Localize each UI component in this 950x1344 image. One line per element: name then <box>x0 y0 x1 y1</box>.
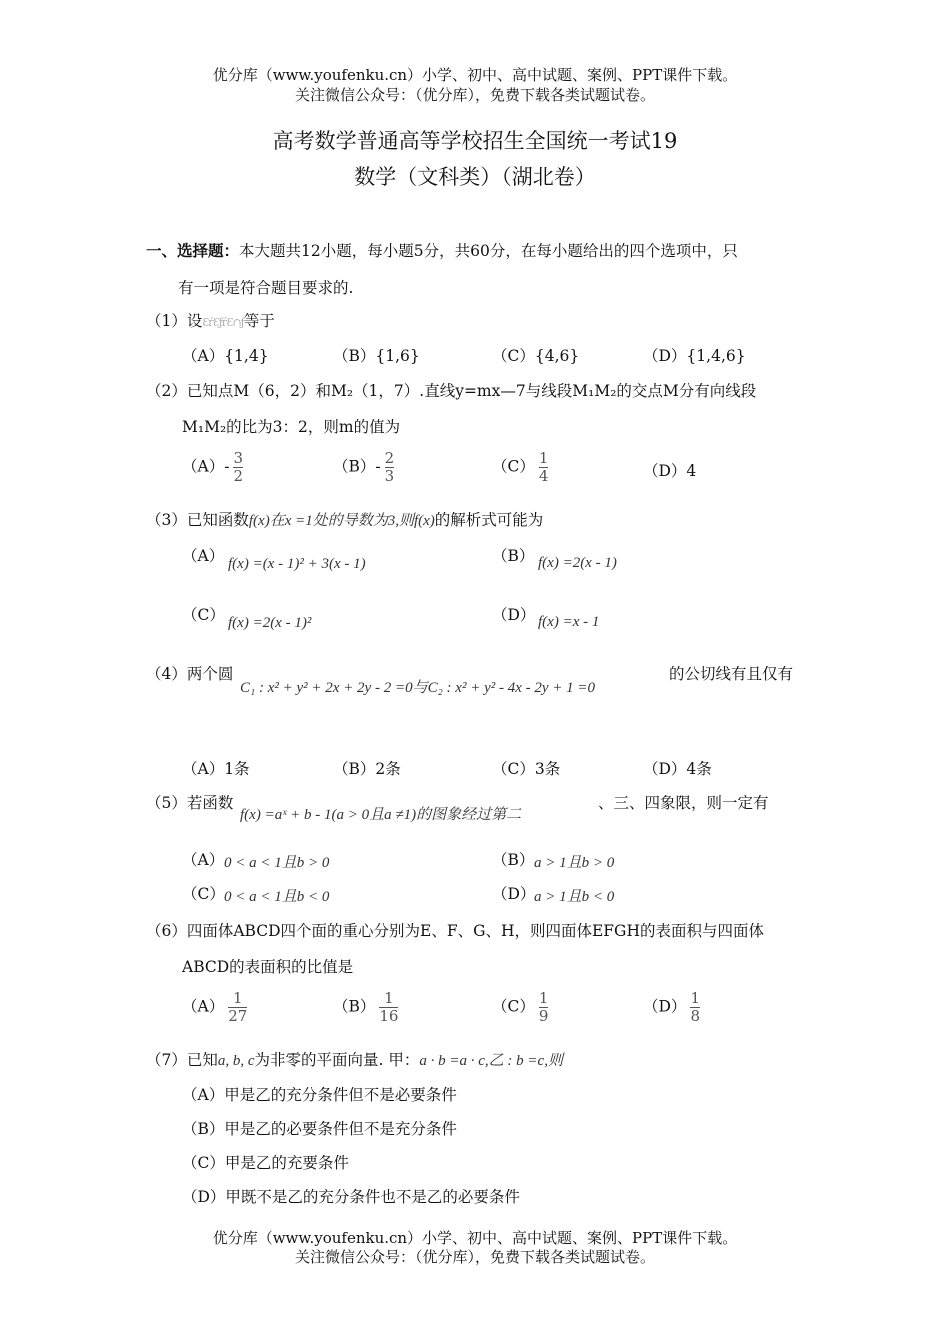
q1-option-d: （D）{1,4,6} <box>643 347 746 365</box>
q3-stem-formula: f(x)在x =1处的导数为3,则f(x) <box>248 513 435 529</box>
q2-stem-2: M₁M₂的比为3：2，则m的值为 <box>182 418 401 436</box>
q4-option-c: （C）3条 <box>492 760 561 778</box>
q6-option-b-num: 1 <box>379 990 398 1008</box>
q6-option-a <box>182 990 247 1025</box>
q5-option-a-formula: 0 < a < 1且b > 0 <box>224 855 330 871</box>
q6-option-a-den: 27 <box>228 1007 248 1025</box>
q5-stem-formula: f(x) =aˣ + b - 1(a > 0且a ≠1)的图象经过第二 <box>240 807 522 823</box>
q2-option-b-num: 2 <box>384 449 395 467</box>
q6-option-b-den: 16 <box>379 1007 399 1025</box>
q6-option-c <box>492 990 548 1025</box>
q7-option-a: （A）甲是乙的充分条件但不是必要条件 <box>182 1086 457 1104</box>
q6-option-a-fraction <box>228 990 247 1025</box>
q6-option-a-num: 1 <box>228 990 247 1008</box>
q3-option-c-formula: f(x) =2(x - 1)² <box>228 615 312 631</box>
q6-stem-2: ABCD的表面积的比值是 <box>182 958 354 976</box>
q6-option-d-label: （D） <box>643 997 687 1016</box>
q2-option-a-den: 2 <box>233 467 243 485</box>
q5-stem-end: 、三、四象限，则一定有 <box>598 794 769 812</box>
header-line-2: 关注微信公众号：（优分库），免费下载各类试题试卷。 <box>294 86 655 104</box>
footer-line-1: 优分库（www.youfenku.cn）小学、初中、高中试题、案例、PPT课件下载。 <box>212 1229 738 1247</box>
q5-option-a-label: （A） <box>182 851 225 869</box>
q3-stem-end: 的解析式可能为 <box>434 511 544 529</box>
q2-option-b <box>333 450 394 485</box>
q6-option-d <box>643 990 700 1025</box>
q6-option-c-num: 1 <box>538 989 549 1007</box>
q1-stem: （1）设 <box>146 312 203 330</box>
q2-option-a-label: （A） <box>182 457 225 476</box>
q4-stem-start: （4）两个圆 <box>146 665 234 683</box>
q6-option-d-den: 8 <box>690 1007 700 1025</box>
q2-option-a-fraction <box>233 450 243 485</box>
q7-stem-vectors: a, b, c <box>217 1053 255 1069</box>
q6-option-c-fraction <box>539 990 549 1025</box>
q6-option-d-num: 1 <box>690 989 700 1007</box>
q2-option-b-fraction <box>385 450 395 485</box>
q3-stem-start: （3）已知函数 <box>146 511 249 529</box>
q4-stem-end: 的公切线有且仅有 <box>669 665 794 683</box>
q2-option-c-num: 1 <box>538 449 549 467</box>
q4-option-b: （B）2条 <box>333 760 401 778</box>
q1-stem-end: 等于 <box>243 312 275 330</box>
q2-option-b-den: 3 <box>384 467 395 485</box>
q7-option-b: （B）甲是乙的必要条件但不是充分条件 <box>182 1120 457 1138</box>
q7-stem-mid: 为非零的平面向量. 甲： <box>254 1051 420 1069</box>
q1-garbled-formula: ƐѓƐƒѓƐ∩ƒ <box>202 316 244 329</box>
q4-option-a: （A）1条 <box>182 760 250 778</box>
q6-option-c-den: 9 <box>538 1007 549 1025</box>
q5-option-d-label: （D） <box>492 885 536 903</box>
q6-option-c-label: （C） <box>492 997 535 1016</box>
section-1-instructions <box>146 239 738 261</box>
q5-option-c-label: （C） <box>182 885 225 903</box>
q7-stem-start: （7）已知 <box>146 1051 218 1069</box>
q1-option-c: （C）{4,6} <box>492 347 580 365</box>
q2-stem: （2）已知点M（6，2）和M₂（1，7）.直线y=mx—7与线段M₁M₂的交点M分有向线段 <box>146 382 757 400</box>
q6-option-d-fraction <box>690 990 700 1025</box>
q2-option-b-sign: - <box>375 457 381 476</box>
q3-option-b-label: （B） <box>492 547 535 565</box>
section-1-text: 本大题共12小题，每小题5分，共60分，在每小题给出的四个选项中，只 <box>239 242 738 260</box>
q1-option-a: （A）{1,4} <box>182 347 269 365</box>
q7-stem <box>146 1048 563 1070</box>
footer-line-2: 关注微信公众号：（优分库），免费下载各类试题试卷。 <box>294 1248 655 1266</box>
q5-option-b-formula: a > 1且b > 0 <box>534 855 615 871</box>
q2-option-c-fraction <box>539 450 549 485</box>
q3-option-b-formula: f(x) =2(x - 1) <box>538 555 617 571</box>
q5-option-b-label: （B） <box>492 851 535 869</box>
section-1-text-2: 有一项是符合题目要求的. <box>178 279 354 297</box>
q5-stem-start: （5）若函数 <box>146 794 234 812</box>
q2-option-a <box>182 450 243 485</box>
q3-option-d-formula: f(x) =x - 1 <box>538 614 600 630</box>
q2-option-b-label: （B） <box>333 457 376 476</box>
header-line-1: 优分库（www.youfenku.cn）小学、初中、高中试题、案例、PPT课件下载。 <box>212 66 738 84</box>
q6-option-b <box>333 990 398 1025</box>
q4-option-d: （D）4条 <box>643 760 712 778</box>
q1-option-b: （B）{1,6} <box>333 347 420 365</box>
q2-option-c-label: （C） <box>492 457 535 476</box>
exam-title: 高考数学普通高等学校招生全国统一考试19 <box>272 129 678 153</box>
q5-option-c-formula: 0 < a < 1且b < 0 <box>224 889 330 905</box>
q2-option-c <box>492 450 548 485</box>
section-1-label: 一、选择题： <box>146 241 240 260</box>
q3-stem <box>146 508 543 530</box>
q2-option-c-den: 4 <box>538 467 549 485</box>
q7-option-d: （D）甲既不是乙的充分条件也不是乙的必要条件 <box>182 1188 520 1206</box>
exam-subtitle: 数学（文科类）（湖北卷） <box>354 165 596 189</box>
q3-option-d-label: （D） <box>492 606 536 624</box>
q6-stem: （6）四面体ABCD四个面的重心分别为E、F、G、H，则四面体EFGH的表面积与四面体 <box>146 922 764 940</box>
q4-stem-formula: C₁ : x² + y² + 2x + 2y - 2 =0与C₂ : x² + y² - 4x - 2y + 1 =0 <box>240 680 596 696</box>
q2-option-d: （D）4 <box>643 462 697 480</box>
q7-option-c: （C）甲是乙的充要条件 <box>182 1154 349 1172</box>
q7-stem-conditions: a · b =a · c,乙 : b =c,则 <box>419 1053 563 1069</box>
q3-option-a-formula: f(x) =(x - 1)² + 3(x - 1) <box>228 556 366 572</box>
q2-option-a-sign: - <box>224 457 230 476</box>
q6-option-b-label: （B） <box>333 997 376 1016</box>
q3-option-a-label: （A） <box>182 547 225 565</box>
q2-option-a-num: 3 <box>233 449 243 467</box>
q3-option-c-label: （C） <box>182 606 225 624</box>
q6-option-b-fraction <box>379 990 398 1025</box>
q5-option-d-formula: a > 1且b < 0 <box>534 889 615 905</box>
question-1-stem <box>146 309 275 331</box>
q6-option-a-label: （A） <box>182 997 225 1016</box>
